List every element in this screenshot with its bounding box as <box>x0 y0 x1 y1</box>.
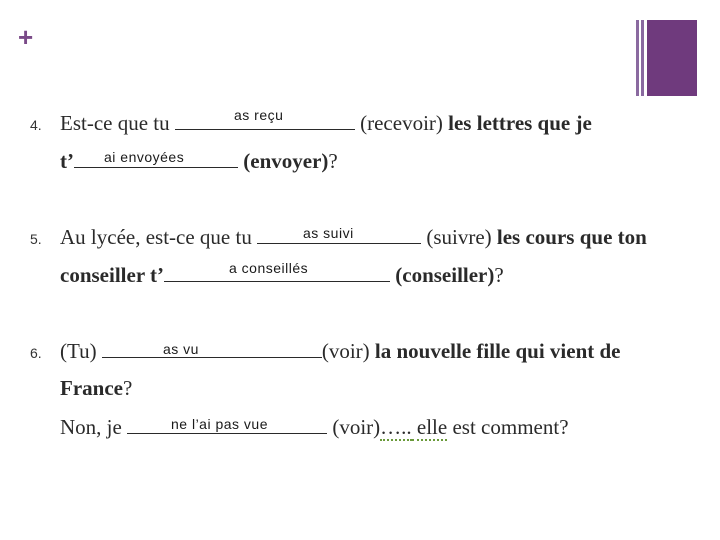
verb-hint: (envoyer) <box>243 149 329 173</box>
item-number: 4. <box>30 117 42 133</box>
verb-hint: (conseiller) <box>395 263 495 287</box>
text: ? <box>494 263 504 287</box>
answer-text: ne l’ai pas vue <box>171 416 269 432</box>
text: France <box>60 376 123 400</box>
verb-hint: (recevoir) <box>360 111 443 135</box>
text: Non, je <box>60 415 128 439</box>
text: ….. <box>380 415 412 439</box>
answer-text: as vu <box>163 341 199 357</box>
exercise-line <box>60 338 621 364</box>
verb-hint: (voir) <box>332 415 381 439</box>
text: (Tu) <box>60 339 102 363</box>
plus-icon: + <box>18 22 34 52</box>
text: t’ <box>60 149 74 173</box>
text: ? <box>328 149 338 173</box>
item-number: 5. <box>30 231 42 247</box>
text: la nouvelle fille qui vient de <box>369 339 621 363</box>
verb-hint: (suivre) <box>426 225 492 249</box>
decorative-bar <box>641 20 644 96</box>
text: Est-ce que tu <box>60 111 175 135</box>
decorative-bar <box>636 20 639 96</box>
text: elle <box>411 415 448 439</box>
answer-text: as reçu <box>234 107 284 123</box>
answer-blank <box>102 339 322 358</box>
text: conseiller t’ <box>60 263 164 287</box>
text: Au lycée, est-ce que tu <box>60 225 258 249</box>
exercise-line <box>60 414 569 440</box>
text: est comment? <box>447 415 569 439</box>
exercise-line <box>60 148 338 174</box>
text: les cours que ton <box>491 225 647 249</box>
answer-text: ai envoyées <box>104 149 185 165</box>
text: ? <box>122 376 133 400</box>
answer-text: a conseillés <box>229 260 309 276</box>
answer-text: as suivi <box>303 225 354 241</box>
item-number: 6. <box>30 345 42 361</box>
verb-hint: (voir) <box>321 339 370 363</box>
exercise-line <box>60 110 592 136</box>
text: les lettres que je <box>442 111 592 135</box>
exercise-line <box>60 375 132 401</box>
decorative-box <box>647 20 697 96</box>
